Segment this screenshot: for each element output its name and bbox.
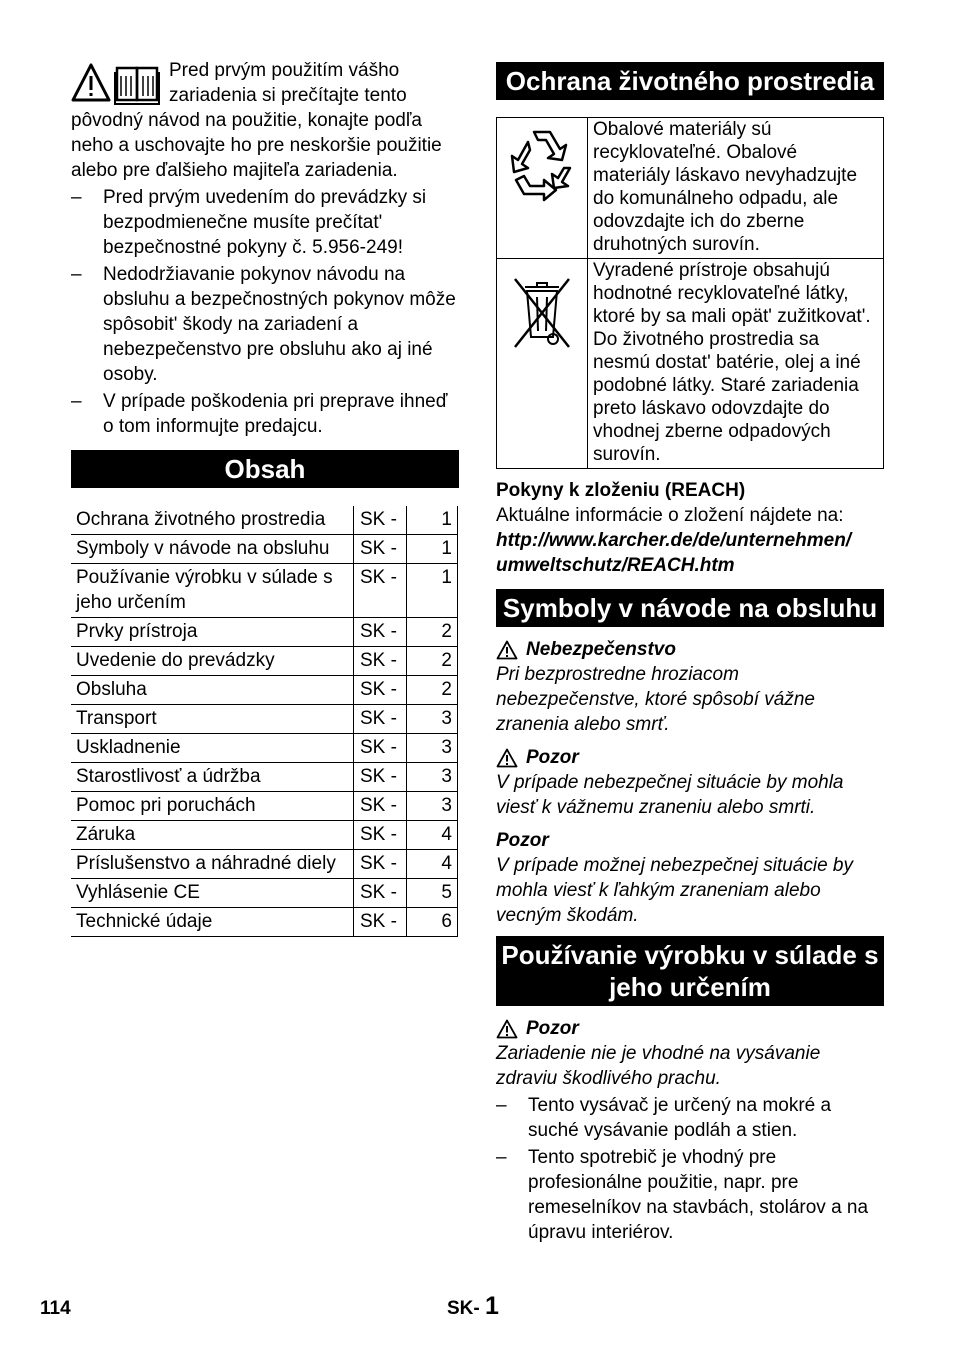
toc-row[interactable] [71, 506, 458, 535]
warning-triangle-icon [496, 748, 518, 768]
toc-row[interactable] [71, 850, 458, 879]
warning-triangle-icon [496, 640, 518, 660]
environment-heading: Ochrana životného prostredia [496, 62, 884, 100]
toc-row[interactable] [71, 763, 458, 792]
danger-text: Pri bezprostredne hroziacom nebezpečenstve, ktoré spôsobí vážne zranenia alebo smrť. [496, 664, 815, 735]
intro-section [71, 58, 459, 183]
page-number: 114 [40, 1298, 71, 1319]
toc-row-title: Technické údaje [71, 908, 354, 937]
environment-text-2: Vyradené prístroje obsahujú hodnotné recyklovateľné látky, ktoré by sa mali opät' zužitkovat'. Do životného prostredia sa nesmú dostat' batérie, olej a iné podobné látky. Staré zariadenia preto láskavo odovzdajte do vhodnej zberne odpadových surovín. [588, 259, 884, 469]
toc-row-page: 6 [407, 908, 458, 937]
toc-row[interactable] [71, 734, 458, 763]
toc-row-section: SK - [354, 705, 407, 734]
list-item: – Pred prvým uvedením do prevádzky si bezpodmienečne musíte prečítat' bezpečnostné pokyny č. 5.956-249! [71, 187, 427, 258]
toc-row[interactable] [71, 535, 458, 564]
toc-row-title: Záruka [71, 821, 354, 850]
toc-row[interactable] [71, 705, 458, 734]
caution-text: V prípade možnej nebezpečnej situácie by mohla viesť k ľahkým zraneniam alebo vecným škodám. [496, 855, 854, 926]
toc-row-section: SK - [354, 676, 407, 705]
danger-title: Nebezpečenstvo [496, 637, 884, 662]
toc-row-page: 4 [407, 850, 458, 879]
toc-row-section: SK - [354, 792, 407, 821]
reach-url-line-2[interactable]: umweltschutz/REACH.htm [496, 555, 735, 576]
table-row [497, 118, 884, 259]
toc-row-page: 1 [407, 564, 458, 618]
toc-row-title: Symboly v návode na obsluhu [71, 535, 354, 564]
intro-bullet-list [71, 185, 459, 439]
toc-row-title: Transport [71, 705, 354, 734]
toc-row-section: SK - [354, 879, 407, 908]
toc-row-section: SK - [354, 535, 407, 564]
toc-table [71, 506, 458, 937]
toc-row[interactable] [71, 647, 458, 676]
recycling-icon [504, 124, 580, 204]
reach-url-line-1[interactable]: http://www.karcher.de/de/unternehmen/ [496, 530, 852, 551]
toc-row-page: 2 [407, 618, 458, 647]
section-page-label: SK- 1 [447, 1292, 499, 1320]
toc-row-section: SK - [354, 908, 407, 937]
intro-text: Pred prvým použitím vášho zariadenia si prečítajte tento pôvodný návod na použitie, konajte podľa neho a uschovajte ho pre neskoršie použitie alebo pre ďalšieho majiteľa zariadenia. [71, 60, 442, 181]
list-item: – Tento spotrebič je vhodný pre profesionálne použitie, napr. pre remeselníkov na stavbách, stolárov a na úpravu interiérov. [496, 1147, 869, 1243]
toc-row[interactable] [71, 879, 458, 908]
toc-row-title: Prvky prístroja [71, 618, 354, 647]
toc-row-section: SK - [354, 734, 407, 763]
toc-row[interactable] [71, 564, 458, 618]
warning-triangle-icon [73, 65, 109, 100]
toc-row-section: SK - [354, 850, 407, 879]
toc-row-page: 3 [407, 792, 458, 821]
right-column [496, 62, 884, 1245]
warning-title: Pozor [496, 745, 884, 770]
toc-row[interactable] [71, 821, 458, 850]
toc-row-page: 1 [407, 535, 458, 564]
toc-heading: Obsah [71, 450, 459, 488]
usage-bullet-list [496, 1093, 884, 1245]
toc-row-section: SK - [354, 821, 407, 850]
usage-caution-text: Zariadenie nie je vhodné na vysávanie zdraviu škodlivého prachu. [496, 1043, 821, 1089]
crossed-bin-icon [507, 273, 577, 353]
list-item: – Nedodržiavanie pokynov návodu na obsluhu a bezpečnostných pokynov môže spôsobit' škody na zariadení a nebezpečenstvo pre obsluhu ako aj iné osoby. [71, 264, 456, 385]
toc-row-title: Pomoc pri poruchách [71, 792, 354, 821]
usage-heading: Používanie výrobku v súlade s jeho určením [496, 936, 884, 1006]
toc-row[interactable] [71, 792, 458, 821]
usage-caution-title: Pozor [496, 1016, 884, 1041]
toc-row-page: 4 [407, 821, 458, 850]
list-item: – Tento vysávač je určený na mokré a suché vysávanie podláh a stien. [496, 1095, 832, 1141]
toc-row-page: 3 [407, 705, 458, 734]
caution-title: Pozor [496, 830, 549, 851]
reach-title: Pokyny k zloženiu (REACH) [496, 480, 746, 501]
warning-text: V prípade nebezpečnej situácie by mohla viesť k vážnemu zraneniu alebo smrti. [496, 772, 844, 818]
environment-table [496, 117, 884, 469]
intro-icons [71, 62, 161, 106]
toc-row-title: Ochrana životného prostredia [71, 506, 354, 535]
toc-row-section: SK - [354, 618, 407, 647]
table-row [497, 259, 884, 469]
environment-text-1: Obalové materiály sú recyklovateľné. Obalové materiály láskavo nevyhadzujte do komunálneho odpadu, ale odovzdajte ich do zberne druhotných surovín. [588, 118, 884, 259]
toc-row-section: SK - [354, 647, 407, 676]
toc-row-page: 3 [407, 763, 458, 792]
toc-row-page: 2 [407, 676, 458, 705]
list-item: – V prípade poškodenia pri preprave ihneď o tom informujte predajcu. [71, 391, 448, 437]
toc-row[interactable] [71, 908, 458, 937]
toc-row-title: Vyhlásenie CE [71, 879, 354, 908]
toc-row-title: Obsluha [71, 676, 354, 705]
toc-row-title: Používanie výrobku v súlade s jeho určením [71, 564, 354, 618]
toc-row-title: Príslušenstvo a náhradné diely [71, 850, 354, 879]
toc-row-title: Starostlivosť a údržba [71, 763, 354, 792]
left-column [71, 58, 459, 937]
toc-row[interactable] [71, 676, 458, 705]
toc-row[interactable] [71, 618, 458, 647]
toc-row-section: SK - [354, 763, 407, 792]
warning-triangle-icon [496, 1019, 518, 1039]
toc-row-page: 5 [407, 879, 458, 908]
manual-book-icon [115, 68, 159, 104]
toc-row-section: SK - [354, 506, 407, 535]
toc-row-page: 2 [407, 647, 458, 676]
symbols-heading: Symboly v návode na obsluhu [496, 589, 884, 627]
toc-row-title: Uvedenie do prevádzky [71, 647, 354, 676]
toc-row-page: 3 [407, 734, 458, 763]
reach-text: Aktuálne informácie o zložení nájdete na: [496, 505, 844, 526]
toc-row-title: Uskladnenie [71, 734, 354, 763]
toc-row-page: 1 [407, 506, 458, 535]
toc-row-section: SK - [354, 564, 407, 618]
